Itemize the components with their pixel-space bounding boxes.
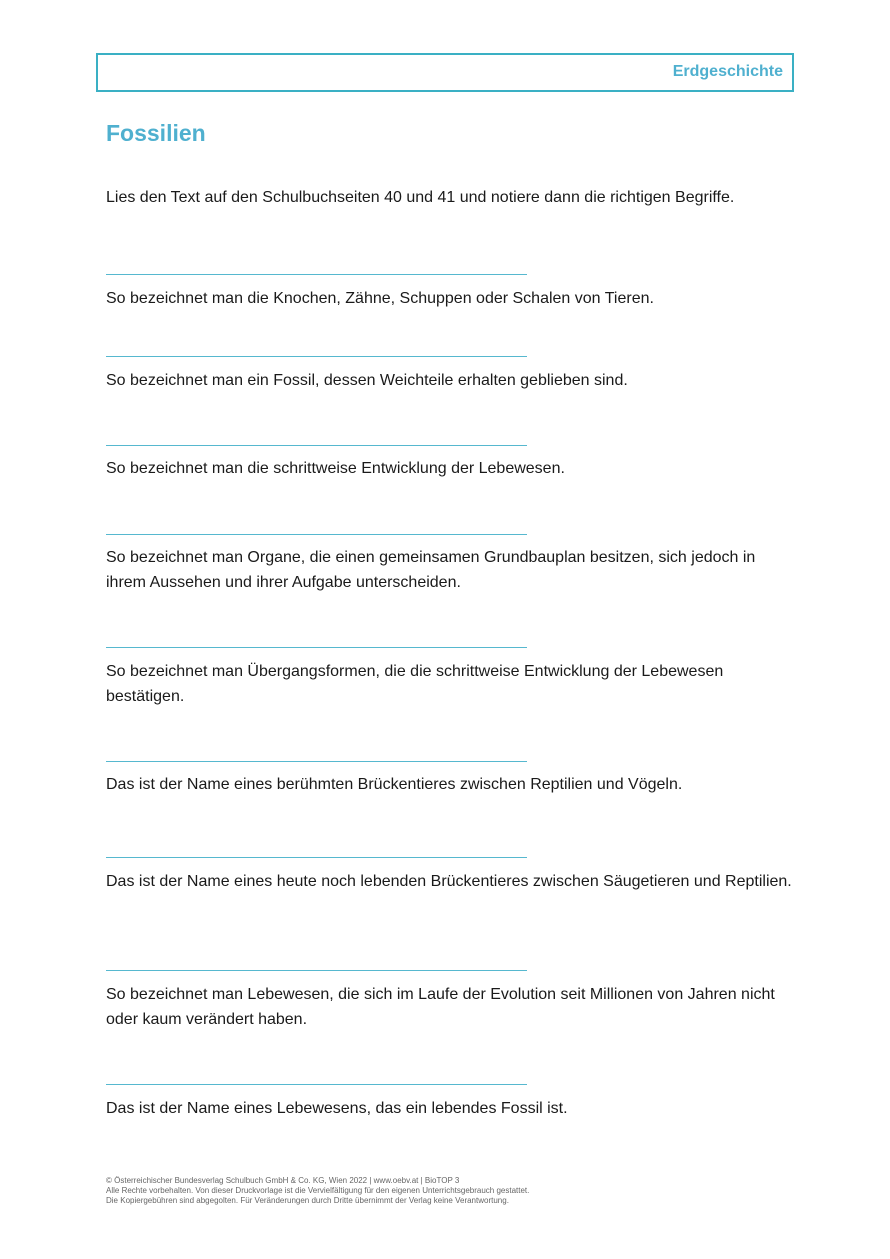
question-4: So bezeichnet man Organe, die einen gemeinsamen Grundbauplan besitzen, sich jedoch in ihrem Aussehen und ihrer Aufgabe unterscheiden. [106, 549, 756, 591]
header-box [96, 53, 794, 92]
footer-copyright: © Österreichischer Bundesverlag Schulbuch GmbH & Co. KG, Wien 2022 | www.oebv.at | BioTOP 3 [106, 1176, 460, 1185]
header-label: Erdgeschichte [672, 63, 783, 80]
question-9: Das ist der Name eines Lebewesens, das ein lebendes Fossil ist. [106, 1100, 568, 1117]
question-1: So bezeichnet man die Knochen, Zähne, Schuppen oder Schalen von Tieren. [106, 290, 654, 307]
answer-line-3[interactable] [106, 445, 527, 446]
page-title: Fossilien [106, 120, 206, 146]
answer-line-6[interactable] [106, 761, 527, 762]
answer-line-7[interactable] [106, 857, 527, 858]
answer-line-5[interactable] [106, 647, 527, 648]
footer-rights: Alle Rechte vorbehalten. Von dieser Druckvorlage ist die Vervielfältigung für den eigenen Unterrichtsgebrauch gestattet. [106, 1186, 530, 1195]
footer-disclaimer: Die Kopiergebühren sind abgegolten. Für Veränderungen durch Dritte übernimmt der Verlag keine Verantwortung. [106, 1196, 509, 1205]
answer-line-1[interactable] [106, 274, 527, 275]
question-2: So bezeichnet man ein Fossil, dessen Weichteile erhalten geblieben sind. [106, 372, 628, 389]
footer [106, 1176, 529, 1206]
question-8: So bezeichnet man Lebewesen, die sich im Laufe der Evolution seit Millionen von Jahren nicht oder kaum verändert haben. [106, 986, 775, 1028]
answer-line-8[interactable] [106, 970, 527, 971]
answer-line-2[interactable] [106, 356, 527, 357]
answer-line-9[interactable] [106, 1084, 527, 1085]
question-6: Das ist der Name eines berühmten Brückentieres zwischen Reptilien und Vögeln. [106, 776, 683, 793]
question-5: So bezeichnet man Übergangsformen, die die schrittweise Entwicklung der Lebewesen bestätigen. [106, 663, 724, 705]
instruction-text: Lies den Text auf den Schulbuchseiten 40 und 41 und notiere dann die richtigen Begriffe. [106, 189, 735, 206]
answer-line-4[interactable] [106, 534, 527, 535]
question-7: Das ist der Name eines heute noch lebenden Brückentieres zwischen Säugetieren und Reptilien. [106, 873, 792, 890]
question-3: So bezeichnet man die schrittweise Entwicklung der Lebewesen. [106, 460, 565, 477]
